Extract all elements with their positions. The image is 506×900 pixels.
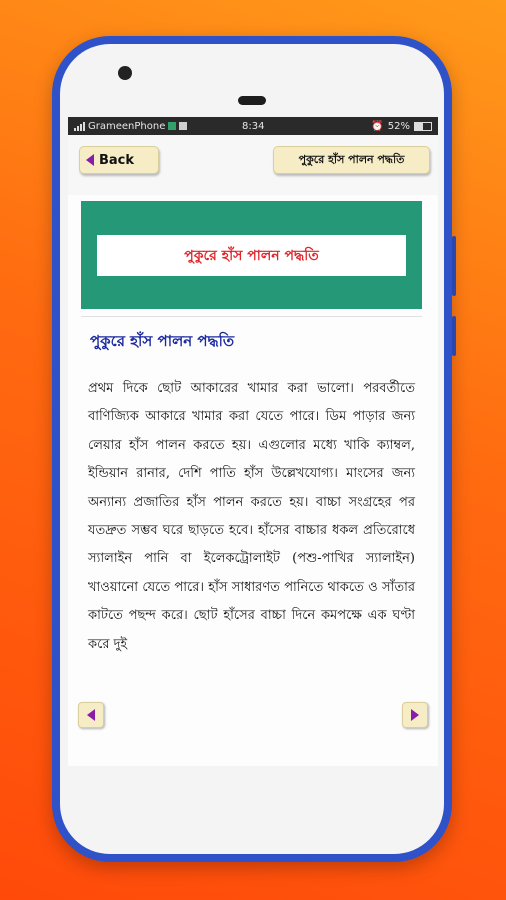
previous-page-button[interactable]	[78, 702, 104, 728]
app-notification-icon	[168, 122, 176, 130]
earpiece-speaker	[238, 96, 266, 105]
app-screen	[68, 117, 438, 766]
article-heading: পুকুরে হাঁস পালন পদ্ধতি	[90, 332, 235, 350]
volume-button	[452, 236, 456, 296]
previous-arrow-icon	[87, 709, 95, 721]
header-banner	[81, 201, 422, 309]
signal-icon	[74, 122, 85, 131]
front-camera	[118, 66, 132, 80]
next-arrow-icon	[411, 709, 419, 721]
next-page-button[interactable]	[402, 702, 428, 728]
status-left	[74, 121, 224, 132]
back-label: Back	[99, 152, 135, 168]
back-button[interactable]	[79, 146, 159, 174]
back-arrow-icon	[86, 154, 94, 166]
alarm-icon: ⏰	[371, 120, 384, 132]
battery-percent: 52%	[387, 120, 410, 132]
battery-icon	[414, 122, 432, 131]
banner-title: পুকুরে হাঁস পালন পদ্ধতি	[97, 235, 406, 276]
article-body: প্রথম দিকে ছোট আকারের খামার করা ভালো। পরবর্তীতে বাণিজ্যিক আকারে খামার করা যেতে পারে। ডিম পাড়ার জন্য লেয়ার হাঁস পালন করতে হয়। এগুলোর মধ্যে খাকি ক্যাম্বল, ইন্ডিয়ান রানার, দেশি পাতি হাঁস উল্লেখযোগ্য। মাংসের জন্য অন্যান্য প্রজাতির হাঁস পালন করতে হয়। বাচ্চা সংগ্রহের পর যতদ্রুত সম্ভব ঘরে ছাড়তে হবে। হাঁসের বাচ্চার ধকল প্রতিরোধে স্যালাইন পানি বা ইলেকট্রোলাইট (পশু-পাখির স্যালাইন) খাওয়ানো যেতে পারে। হাঁস সাধারণত পানিতে থাকতে ও সাঁতার কাটতে পছন্দ করে। ছোট হাঁসের বাচ্চা দিনে কমপক্ষে এক ঘণ্টা করে দুই	[88, 381, 415, 652]
section-divider	[81, 316, 422, 317]
status-bar	[68, 117, 438, 135]
image-notification-icon	[179, 122, 187, 130]
status-right	[371, 121, 432, 132]
status-time: 8:34	[242, 120, 265, 132]
carrier-name: GrameenPhone	[88, 120, 166, 132]
power-button	[452, 316, 456, 356]
app-toolbar	[68, 135, 438, 195]
toolbar-title: পুকুরে হাঁস পালন পদ্ধতি	[273, 146, 430, 174]
